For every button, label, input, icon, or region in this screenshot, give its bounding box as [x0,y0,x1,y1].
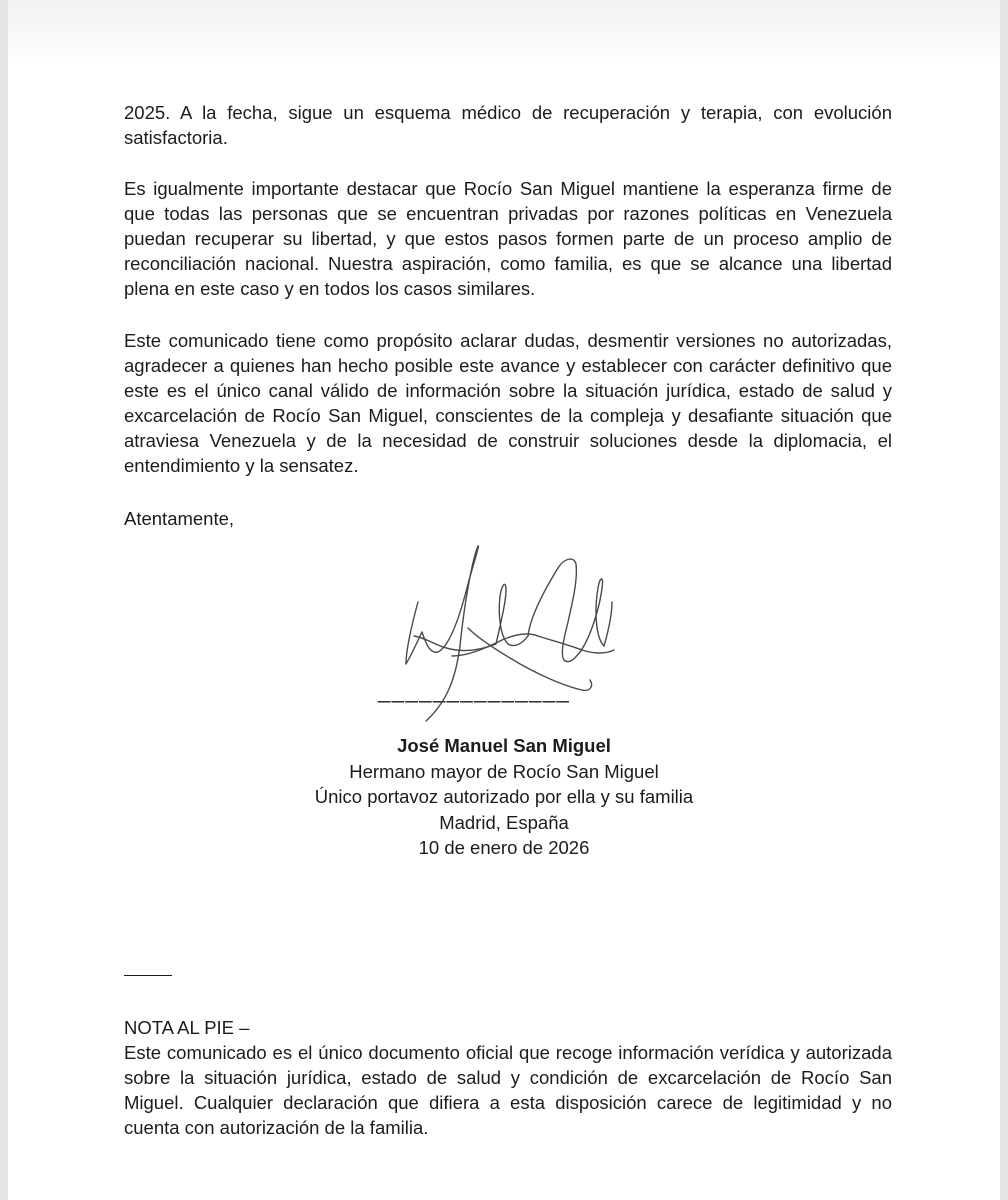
document-page[interactable] [8,0,1000,1200]
paragraph-hope: Es igualmente importante destacar que Rocío San Miguel mantiene la esperanza firme de que todas las personas que se encuentran privadas por razones políticas en Venezuela puedan recuperar su libertad, y que estos pasos formen parte de un proceso amplio de reconciliación nacional. Nuestra aspiración, como familia, es que se alcance una libertad plena en este caso y en todos los casos similares. [124,178,892,299]
paragraph-recovery: 2025. A la fecha, sigue un esquema médico de recuperación y terapia, con evolución satisfactoria. [124,102,892,148]
signatory-name: José Manuel San Miguel [397,735,611,756]
paragraph-purpose: Este comunicado tiene como propósito aclarar dudas, desmentir versiones no autorizadas, agradecer a quienes han hecho posible este avance y establecer con carácter definitivo que este es el único canal válido de información sobre la situación jurídica, estado de salud y excarcelación de Rocío San Miguel, conscientes de la compleja y desafiante situación que atraviesa Venezuela y de la necesidad de construir soluciones desde la diplomacia, el entendimiento y la sensatez. [124,330,892,476]
page-top-shadow [8,0,1000,62]
signatory-date: 10 de enero de 2026 [418,837,590,858]
signatory-role: Hermano mayor de Rocío San Miguel [349,760,659,782]
signatory-place: Madrid, España [439,811,569,833]
closing-salutation: Atentamente, [124,508,235,529]
signature-line: ______________ [378,678,571,703]
handwritten-signature [368,536,658,726]
signatory-block [208,733,800,861]
footnote-divider [124,975,172,976]
footnote-body: Este comunicado es el único documento oficial que recoge información verídica y autorizada sobre la situación jurídica, estado de salud y condición de excarcelación de Rocío San Miguel. Cualquier declaración que difiera a esta disposición carece de legitimidad y no cuenta con autorización de la familia. [124,1042,892,1138]
signatory-authority: Único portavoz autorizado por ella y su familia [314,786,694,807]
footnote-title: NOTA AL PIE – [124,1017,250,1038]
